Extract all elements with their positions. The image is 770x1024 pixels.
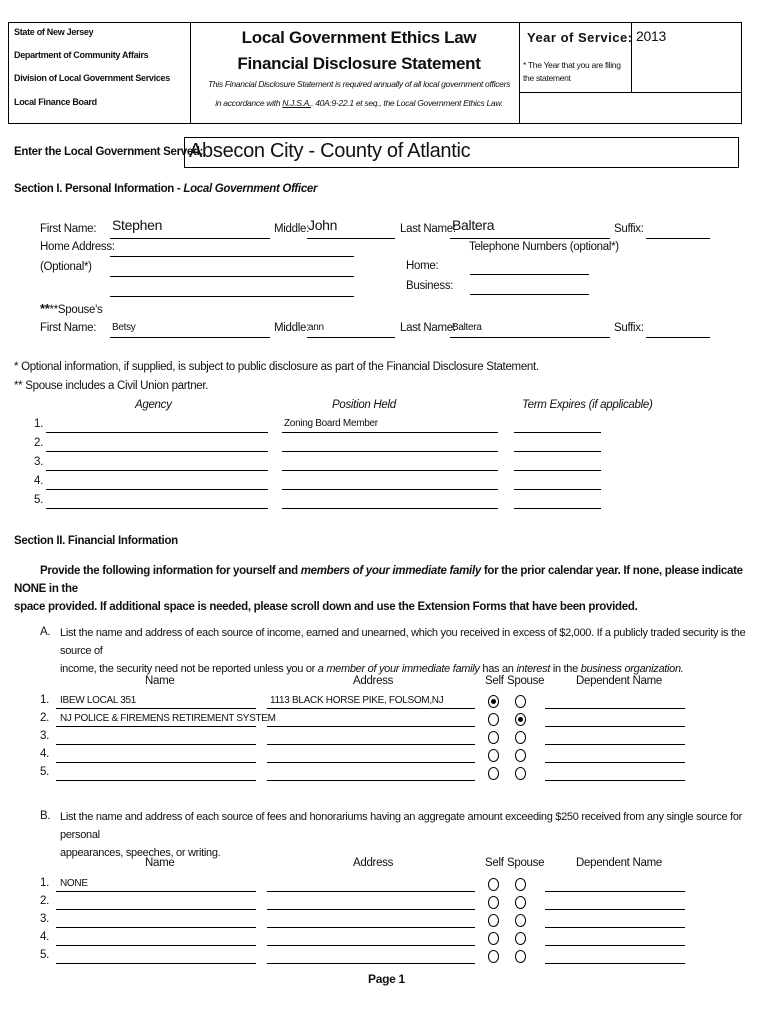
source-name-value: NONE	[60, 878, 88, 889]
source-name-field[interactable]	[56, 945, 256, 946]
source-name-field[interactable]	[56, 909, 256, 910]
row-number: 2.	[40, 895, 49, 907]
dependent-name-field[interactable]	[545, 909, 685, 910]
spouse-text: **Spouse's	[49, 304, 103, 316]
self-radio[interactable]	[488, 731, 499, 744]
year-value[interactable]: 2013	[636, 28, 666, 44]
spouse-column-header: Spouse	[507, 675, 545, 687]
address-column-header: Address	[353, 857, 394, 869]
home-phone-field[interactable]	[470, 274, 589, 275]
page-number: Page 1	[368, 972, 405, 986]
row-number: 3.	[40, 913, 49, 925]
spouse-last-name-value: Baltera	[452, 322, 482, 333]
intro-text: Provide the following information for yourself and	[40, 565, 301, 577]
row-number: 2.	[34, 437, 43, 449]
business-phone-label: Business:	[406, 280, 454, 292]
source-name-field[interactable]	[56, 963, 256, 964]
row-number: 3.	[34, 456, 43, 468]
last-name-label: Last Name:	[400, 223, 456, 235]
name-column-header: Name	[145, 675, 175, 687]
source-address-field[interactable]	[267, 780, 475, 781]
position-field[interactable]	[282, 489, 498, 490]
dependent-column-header: Dependent Name	[576, 857, 662, 869]
address-line-3[interactable]	[110, 296, 354, 297]
section2-intro	[14, 562, 754, 616]
intro-text: for the prior calendar year. If none, please indicate NONE in the	[14, 565, 743, 595]
section-title: Section I. Personal Information -	[14, 183, 184, 195]
header-divider	[190, 23, 191, 123]
agency-field[interactable]	[46, 470, 268, 471]
position-field[interactable]	[282, 432, 498, 433]
row-number: 5.	[40, 949, 49, 961]
spouse-note: ** Spouse includes a Civil Union partner.	[14, 380, 209, 392]
term-field[interactable]	[514, 432, 601, 433]
source-address-field[interactable]	[267, 744, 475, 745]
source-name-value: NJ POLICE & FIREMENS RETIREMENT SYSTEM	[60, 713, 276, 724]
optional-label: (Optional*)	[40, 261, 92, 273]
instruction-text: in the	[550, 663, 581, 675]
spouse-middle-label: Middle:	[274, 322, 309, 334]
position-field[interactable]	[282, 451, 498, 452]
position-field[interactable]	[282, 508, 498, 509]
self-radio[interactable]	[488, 896, 499, 909]
instruction-text: appearances, speeches, or writing.	[60, 847, 221, 859]
term-column-header: Term Expires (if applicable)	[522, 399, 653, 411]
row-number: 1.	[40, 877, 49, 889]
row-number: 5.	[34, 494, 43, 506]
subtitle-text: 40A:9-22.1 et seq., the Local Government Ethics Law.	[315, 98, 503, 108]
first-name-field[interactable]	[110, 238, 270, 239]
spouse-first-name-value: Betsy	[112, 322, 136, 333]
agency-line: Department of Community Affairs	[14, 50, 149, 60]
instruction-emphasis: a member of your immediate family	[317, 663, 480, 675]
part-b-letter: B.	[40, 810, 51, 822]
spouse-radio[interactable]	[515, 731, 526, 744]
spouse-first-name-field[interactable]	[110, 337, 270, 338]
spouse-middle-field[interactable]	[307, 337, 395, 338]
agency-line: State of New Jersey	[14, 27, 94, 37]
term-field[interactable]	[514, 489, 601, 490]
row-number: 4.	[40, 931, 49, 943]
source-address-field[interactable]	[267, 927, 475, 928]
source-name-value: IBEW LOCAL 351	[60, 695, 137, 706]
source-address-field[interactable]	[267, 909, 475, 910]
spouse-first-name-label: First Name:	[40, 322, 97, 334]
home-phone-label: Home:	[406, 260, 439, 272]
instruction-text: List the name and address of each source of fees and honorariums having an aggregate amount exceeding $250 received from any single source for personal	[60, 811, 743, 841]
suffix-field[interactable]	[646, 238, 710, 239]
dependent-name-field[interactable]	[545, 708, 685, 709]
row-number: 5.	[40, 766, 49, 778]
agency-field[interactable]	[46, 432, 268, 433]
middle-name-field[interactable]	[307, 238, 395, 239]
dependent-name-field[interactable]	[545, 891, 685, 892]
instruction-text: List the name and address of each source of income, earned and unearned, which you received in excess of $2,000. If a publicly traded security is the source of	[60, 627, 746, 657]
first-name-label: First Name:	[40, 223, 97, 235]
year-note: * The Year that you are filing the statement	[523, 60, 621, 83]
spouse-radio[interactable]	[515, 914, 526, 927]
address-column-header: Address	[353, 675, 394, 687]
dependent-name-field[interactable]	[545, 762, 685, 763]
first-name-value: Stephen	[112, 217, 163, 233]
agency-field[interactable]	[46, 489, 268, 490]
position-field[interactable]	[282, 470, 498, 471]
form-subtitle: in accordance with N.J.S.A.. 40A:9-22.1 et seq., the Local Government Ethics Law.	[215, 98, 503, 108]
optional-note: * Optional information, if supplied, is subject to public disclosure as part of the Financial Disclosure Statement.	[14, 361, 539, 373]
source-address-field[interactable]	[267, 945, 475, 946]
address-line-1[interactable]	[110, 256, 354, 257]
row-number: 1.	[34, 418, 43, 430]
spouse-last-name-field[interactable]	[450, 337, 610, 338]
self-column-header: Self	[485, 857, 504, 869]
spouse-radio[interactable]	[515, 932, 526, 945]
form-header	[8, 22, 742, 124]
form-title: Local Government Ethics Law	[241, 28, 477, 47]
term-field[interactable]	[514, 451, 601, 452]
self-radio[interactable]	[488, 932, 499, 945]
dependent-name-field[interactable]	[545, 963, 685, 964]
self-radio[interactable]	[488, 695, 499, 708]
source-name-field[interactable]	[56, 891, 256, 892]
section1-heading	[14, 183, 317, 195]
self-column-header: Self	[485, 675, 504, 687]
instruction-text: has an	[479, 663, 517, 675]
spouse-last-name-label: Last Name:	[400, 322, 456, 334]
dependent-name-field[interactable]	[545, 726, 685, 727]
source-name-field[interactable]	[56, 762, 256, 763]
spouse-radio[interactable]	[515, 950, 526, 963]
spouse-radio[interactable]	[515, 713, 526, 726]
source-name-field[interactable]	[56, 927, 256, 928]
self-radio[interactable]	[488, 749, 499, 762]
dependent-name-field[interactable]	[545, 744, 685, 745]
spouse-radio[interactable]	[515, 896, 526, 909]
instruction-text: income, the security need not be reported unless you or	[60, 663, 318, 675]
agency-line: Division of Local Government Services	[14, 73, 170, 83]
source-name-field[interactable]	[56, 744, 256, 745]
subtitle-text: in accordance with	[215, 98, 281, 108]
source-address-field[interactable]	[267, 963, 475, 964]
section2-heading: Section II. Financial Information	[14, 535, 178, 547]
spouse-column-header: Spouse	[507, 857, 545, 869]
spouse-radio[interactable]	[515, 695, 526, 708]
spouse-radio[interactable]	[515, 749, 526, 762]
dependent-name-field[interactable]	[545, 780, 685, 781]
form-subtitle: This Financial Disclosure Statement is required annually of all local government officers	[207, 79, 511, 89]
dependent-name-field[interactable]	[545, 945, 685, 946]
source-name-field[interactable]	[56, 726, 256, 727]
part-a-instructions	[60, 624, 756, 678]
source-name-field[interactable]	[56, 780, 256, 781]
source-address-field[interactable]	[267, 726, 475, 727]
row-number: 2.	[40, 712, 49, 724]
row-number: 1.	[40, 694, 49, 706]
header-divider	[519, 23, 520, 123]
served-value: Absecon City - County of Atlantic	[189, 140, 471, 162]
last-name-field[interactable]	[450, 238, 610, 239]
self-radio[interactable]	[488, 713, 499, 726]
address-line-2[interactable]	[110, 276, 354, 277]
source-address-field[interactable]	[267, 708, 475, 709]
spouse-radio[interactable]	[515, 878, 526, 891]
intro-emphasis: members of your immediate family	[300, 565, 481, 577]
njsa-citation: N.J.S.A.	[282, 98, 312, 108]
name-column-header: Name	[145, 857, 175, 869]
year-label: Year of Service:	[527, 30, 633, 45]
form-title: Financial Disclosure Statement	[237, 54, 481, 73]
section-subtitle: Local Government Officer	[183, 183, 318, 195]
term-field[interactable]	[514, 508, 601, 509]
self-radio[interactable]	[488, 767, 499, 780]
part-b-instructions	[60, 808, 756, 862]
spouse-radio[interactable]	[515, 767, 526, 780]
last-name-value: Baltera	[452, 217, 495, 233]
header-divider	[519, 92, 741, 93]
agency-column-header: Agency	[135, 399, 172, 411]
middle-name-label: Middle:	[274, 223, 309, 235]
agency-field[interactable]	[46, 451, 268, 452]
dependent-name-field[interactable]	[545, 927, 685, 928]
suffix-label: Suffix:	[614, 223, 644, 235]
spouse-suffix-field[interactable]	[646, 337, 710, 338]
intro-text: space provided. If additional space is needed, please scroll down and use the Extension Forms that have been provided.	[14, 601, 638, 613]
phone-label: Telephone Numbers (optional*)	[469, 241, 619, 253]
instruction-emphasis: business organization.	[580, 663, 684, 675]
home-address-label: Home Address:	[40, 241, 115, 253]
self-radio[interactable]	[488, 950, 499, 963]
spouse-label: ****Spouse's	[40, 301, 103, 316]
dependent-column-header: Dependent Name	[576, 675, 662, 687]
row-number: 3.	[40, 730, 49, 742]
agency-field[interactable]	[46, 508, 268, 509]
middle-name-value: John	[308, 217, 338, 233]
served-input[interactable]	[184, 137, 739, 168]
served-label: Enter the Local Government Served:	[14, 146, 204, 158]
row-number: 4.	[34, 475, 43, 487]
source-address-value: 1113 BLACK HORSE PIKE, FOLSOM,NJ	[270, 695, 444, 706]
position-value: Zoning Board Member	[284, 418, 378, 429]
spouse-middle-value: ann	[308, 322, 324, 333]
spouse-suffix-label: Suffix:	[614, 322, 644, 334]
self-radio[interactable]	[488, 914, 499, 927]
part-a-letter: A.	[40, 626, 51, 638]
business-phone-field[interactable]	[470, 294, 589, 295]
source-name-field[interactable]	[56, 708, 256, 709]
position-column-header: Position Held	[332, 399, 396, 411]
row-number: 4.	[40, 748, 49, 760]
self-radio[interactable]	[488, 878, 499, 891]
instruction-emphasis: interest	[516, 663, 551, 675]
term-field[interactable]	[514, 470, 601, 471]
source-address-field[interactable]	[267, 762, 475, 763]
source-address-field[interactable]	[267, 891, 475, 892]
agency-line: Local Finance Board	[14, 97, 97, 107]
